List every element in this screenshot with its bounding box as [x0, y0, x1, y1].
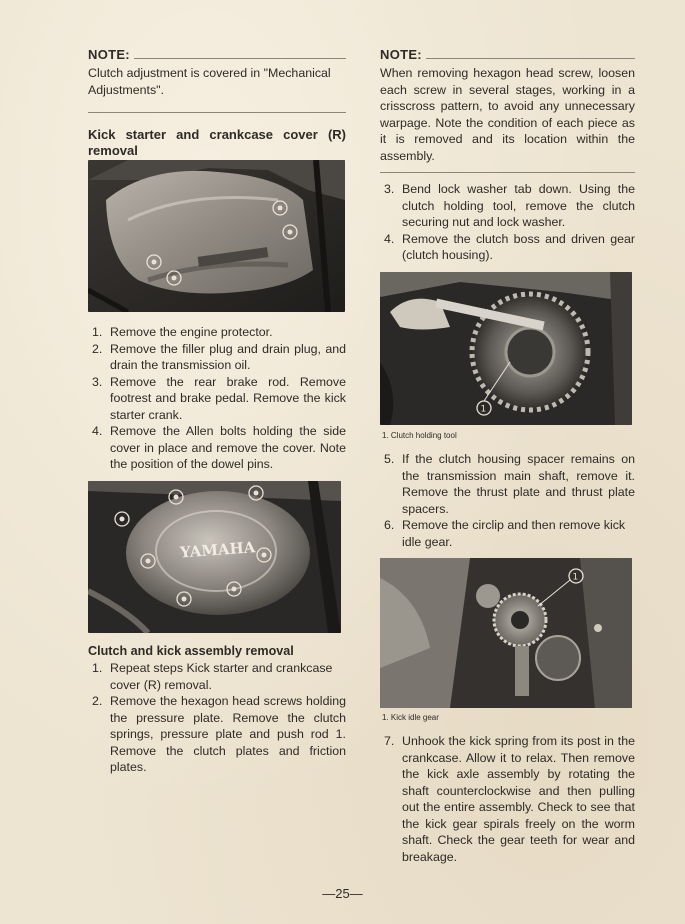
- step-number: 5.: [384, 452, 395, 466]
- note-label: NOTE:: [380, 47, 422, 62]
- note-header: [88, 46, 346, 63]
- step-number: 4.: [384, 231, 395, 246]
- step-text: Remove the circlip and then remove kick idle gear.: [402, 518, 626, 549]
- step-text: Remove the clutch boss and driven gear (clutch housing).: [402, 231, 635, 262]
- divider: [380, 172, 635, 173]
- step-text: Remove the filler plug and drain plug, and drain the transmission oil.: [110, 341, 346, 372]
- step-item: [380, 517, 635, 550]
- step-item: [380, 451, 635, 517]
- step-number: 1.: [92, 325, 103, 339]
- right-column: [380, 46, 635, 264]
- step-item: [88, 693, 346, 776]
- section-title-kick-starter: Kick starter and crankcase cover (R) removal: [88, 127, 346, 158]
- step-text: Bend lock washer tab down. Using the clutch holding tool, remove the clutch securing nut and lock washer.: [402, 182, 635, 229]
- step-item: [380, 733, 635, 865]
- page-number: —25—: [322, 886, 363, 901]
- photo-kick-idle-gear: [380, 558, 632, 708]
- step-item: [380, 231, 635, 264]
- step-item: [88, 423, 346, 473]
- step-text: Remove the Allen bolts holding the side cover in place and remove the cover. Note the position of the dowel pins.: [110, 424, 346, 471]
- step-item: [88, 374, 346, 424]
- step-number: 3.: [92, 374, 103, 389]
- section-title-clutch-kick: Clutch and kick assembly removal: [88, 644, 294, 658]
- section1-steps: [88, 324, 346, 473]
- note-header: [380, 46, 635, 63]
- yamaha-emblem: YAMAHA: [179, 538, 256, 562]
- note-text: When removing hexagon head screw, loosen each screw in several stages, working in a crisscross pattern, to avoid any unnecessary warpage. Note the condition of each piece as it is removed and its location within the assembly.: [380, 66, 635, 163]
- callout-label: 1: [480, 404, 487, 415]
- step-text: Unhook the kick spring from its post in the crankcase. Allow it to relax. Then remove the kick axle assembly by rotating the shaft counterclockwise and then pulling out the entire assembly. Check to see that the kick gear spirals freely on the worm shaft. Check the gear teeth for wear and breakage.: [402, 734, 635, 864]
- step-text: Remove the hexagon head screws holding the pressure plate. Remove the clutch springs, pressure plate and push rod 1. Remove the clutch plates and friction plates.: [110, 694, 346, 774]
- step-number: 2.: [92, 341, 103, 356]
- steps-c: [380, 733, 635, 865]
- step-number: 1.: [92, 661, 103, 675]
- photo-engine-protector: [88, 160, 345, 312]
- left-column: [88, 46, 346, 159]
- step-item: [88, 324, 346, 341]
- note-text: Clutch adjustment is covered in "Mechanical Adjustments".: [88, 66, 331, 97]
- divider: [88, 112, 346, 113]
- step-number: 2.: [92, 694, 103, 708]
- step-text: Remove the engine protector.: [110, 325, 273, 339]
- photo-crankcase-cover: [88, 481, 341, 633]
- step-item: [88, 660, 346, 693]
- step-item: [88, 341, 346, 374]
- photo2-caption: 1. Kick idle gear: [382, 713, 439, 722]
- steps-b: [380, 451, 635, 550]
- photo-clutch-holding-tool: [380, 272, 632, 425]
- step-text: Remove the rear brake rod. Remove footrest and brake pedal. Remove the kick starter crank.: [110, 374, 346, 422]
- note-rule: [426, 58, 635, 59]
- photo1-caption: 1. Clutch holding tool: [382, 431, 457, 440]
- callout-label: 1: [572, 572, 579, 583]
- step-text: Repeat steps Kick starter and crankcase cover (R) removal.: [110, 661, 333, 692]
- step-number: 3.: [384, 182, 395, 196]
- step-number: 7.: [384, 734, 395, 748]
- note-label: NOTE:: [88, 47, 130, 62]
- section2: [88, 643, 346, 776]
- step-number: 6.: [384, 518, 395, 532]
- step-number: 4.: [92, 424, 103, 438]
- step-text: If the clutch housing spacer remains on the transmission main shaft, remove it. Remove the thrust plate and thrust plate spacers.: [402, 452, 635, 516]
- step-item: [380, 181, 635, 231]
- note-rule: [134, 58, 346, 59]
